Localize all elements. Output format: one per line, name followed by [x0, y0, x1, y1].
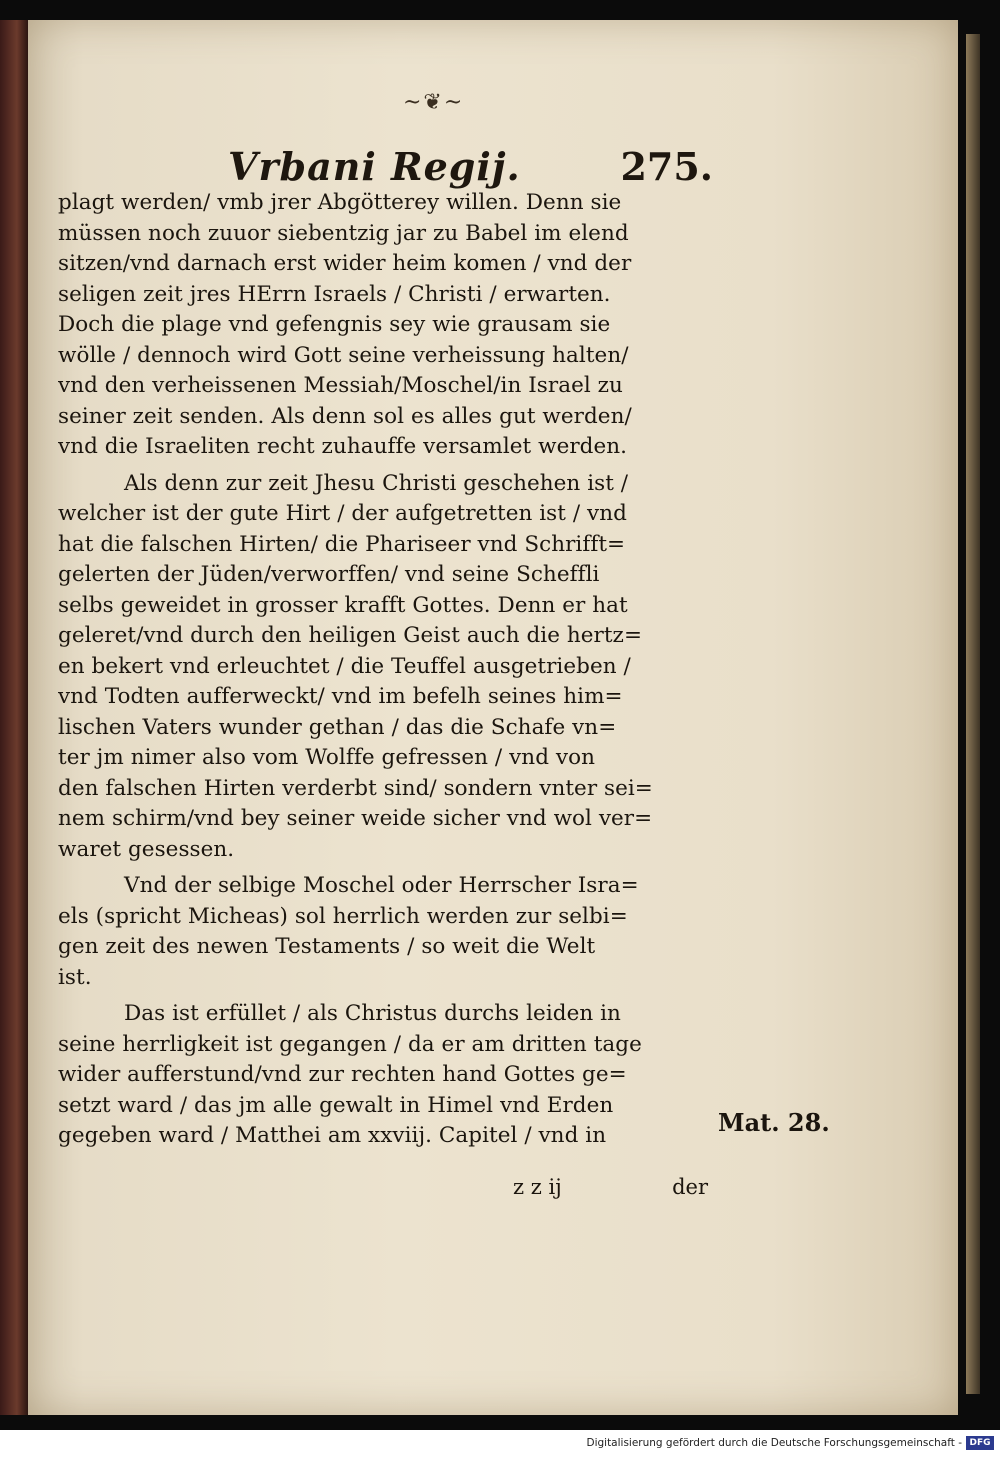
- signature-mark: z z ij: [513, 1175, 562, 1199]
- text-line: vnd Todten aufferweckt/ vnd im befelh seines him=: [58, 684, 623, 709]
- text-line: vnd den verheissenen Messiah/Moschel/in Israel zu: [58, 373, 623, 398]
- catchword: der: [672, 1175, 708, 1199]
- paragraph: [58, 871, 713, 993]
- ornament-icon: ~❦~: [403, 90, 465, 115]
- text-line: nem schirm/vnd bey seiner weide sicher vnd wol ver=: [58, 806, 653, 831]
- text-line: gegeben ward / Matthei am xxviij. Capitel / vnd in: [58, 1123, 607, 1148]
- paragraph: [58, 188, 713, 463]
- text-line: welcher ist der gute Hirt / der aufgetretten ist / vnd: [58, 501, 627, 526]
- body-text: [58, 188, 713, 1152]
- text-line: seiner zeit senden. Als denn sol es alles gut werden/: [58, 403, 632, 429]
- page-edge: [966, 34, 980, 1394]
- funding-notice: Digitalisierung gefördert durch die Deutsche Forschungsgemeinschaft -: [586, 1437, 962, 1449]
- text-line: Vnd der selbige Moschel oder Herrscher Isra=: [124, 873, 639, 898]
- text-line: müssen noch zuuor siebentzig jar zu Babel im elend: [58, 220, 629, 246]
- paragraph: [58, 999, 713, 1152]
- text-line: wölle / dennoch wird Gott seine verheissung halten/: [58, 342, 629, 368]
- dfg-logo-icon: DFG: [966, 1436, 994, 1450]
- text-line: waret gesessen.: [58, 836, 235, 862]
- marginal-note: Mat. 28.: [718, 1108, 830, 1137]
- text-line: Doch die plage vnd gefengnis sey wie grausam sie: [58, 312, 611, 337]
- text-line: setzt ward / das jm alle gewalt in Himel vnd Erden: [58, 1092, 614, 1118]
- text-line: en bekert vnd erleuchtet / die Teuffel ausgetrieben /: [58, 653, 631, 679]
- paragraph: [58, 469, 713, 866]
- folio-number: 275.: [620, 144, 713, 189]
- text-line: ist.: [58, 964, 92, 990]
- text-line: geleret/vnd durch den heiligen Geist auch die hertz=: [58, 623, 643, 648]
- text-line: vnd die Israeliten recht zuhauffe versamlet werden.: [58, 434, 628, 459]
- running-title: Vrbani Regij.: [228, 144, 521, 189]
- text-line: seine herrligkeit ist gegangen / da er am dritten tage: [58, 1031, 642, 1057]
- text-line: hat die falschen Hirten/ die Phariseer vnd Schrifft=: [58, 531, 626, 557]
- text-line: Als denn zur zeit Jhesu Christi geschehen ist /: [124, 470, 629, 496]
- page-foot: [488, 1175, 718, 1207]
- footer-bar: [0, 1432, 1000, 1457]
- text-line: ter jm nimer also vom Wolffe gefressen / vnd von: [58, 745, 595, 770]
- text-line: selbs geweidet in grosser krafft Gottes. Denn er hat: [58, 592, 628, 618]
- text-line: Das ist erfüllet / als Christus durchs leiden in: [124, 1001, 621, 1026]
- text-line: seligen zeit jres HErrn Israels / Christi / erwarten.: [58, 281, 611, 307]
- text-line: gen zeit des newen Testaments / so weit die Welt: [58, 934, 596, 959]
- book-page: [28, 20, 958, 1415]
- text-line: gelerten der Jüden/verworffen/ vnd seine Scheffli: [58, 562, 600, 587]
- text-line: sitzen/vnd darnach erst wider heim komen / vnd der: [58, 251, 632, 276]
- text-line: plagt werden/ vmb jrer Abgötterey willen. Denn sie: [58, 190, 622, 215]
- text-line: lischen Vaters wunder gethan / das die Schafe vn=: [58, 714, 617, 740]
- book-spine: [0, 20, 28, 1415]
- text-line: els (spricht Micheas) sol herrlich werden zur selbi=: [58, 903, 628, 929]
- text-line: wider aufferstund/vnd zur rechten hand Gottes ge=: [58, 1062, 627, 1087]
- text-line: den falschen Hirten verderbt sind/ sondern vnter sei=: [58, 775, 653, 801]
